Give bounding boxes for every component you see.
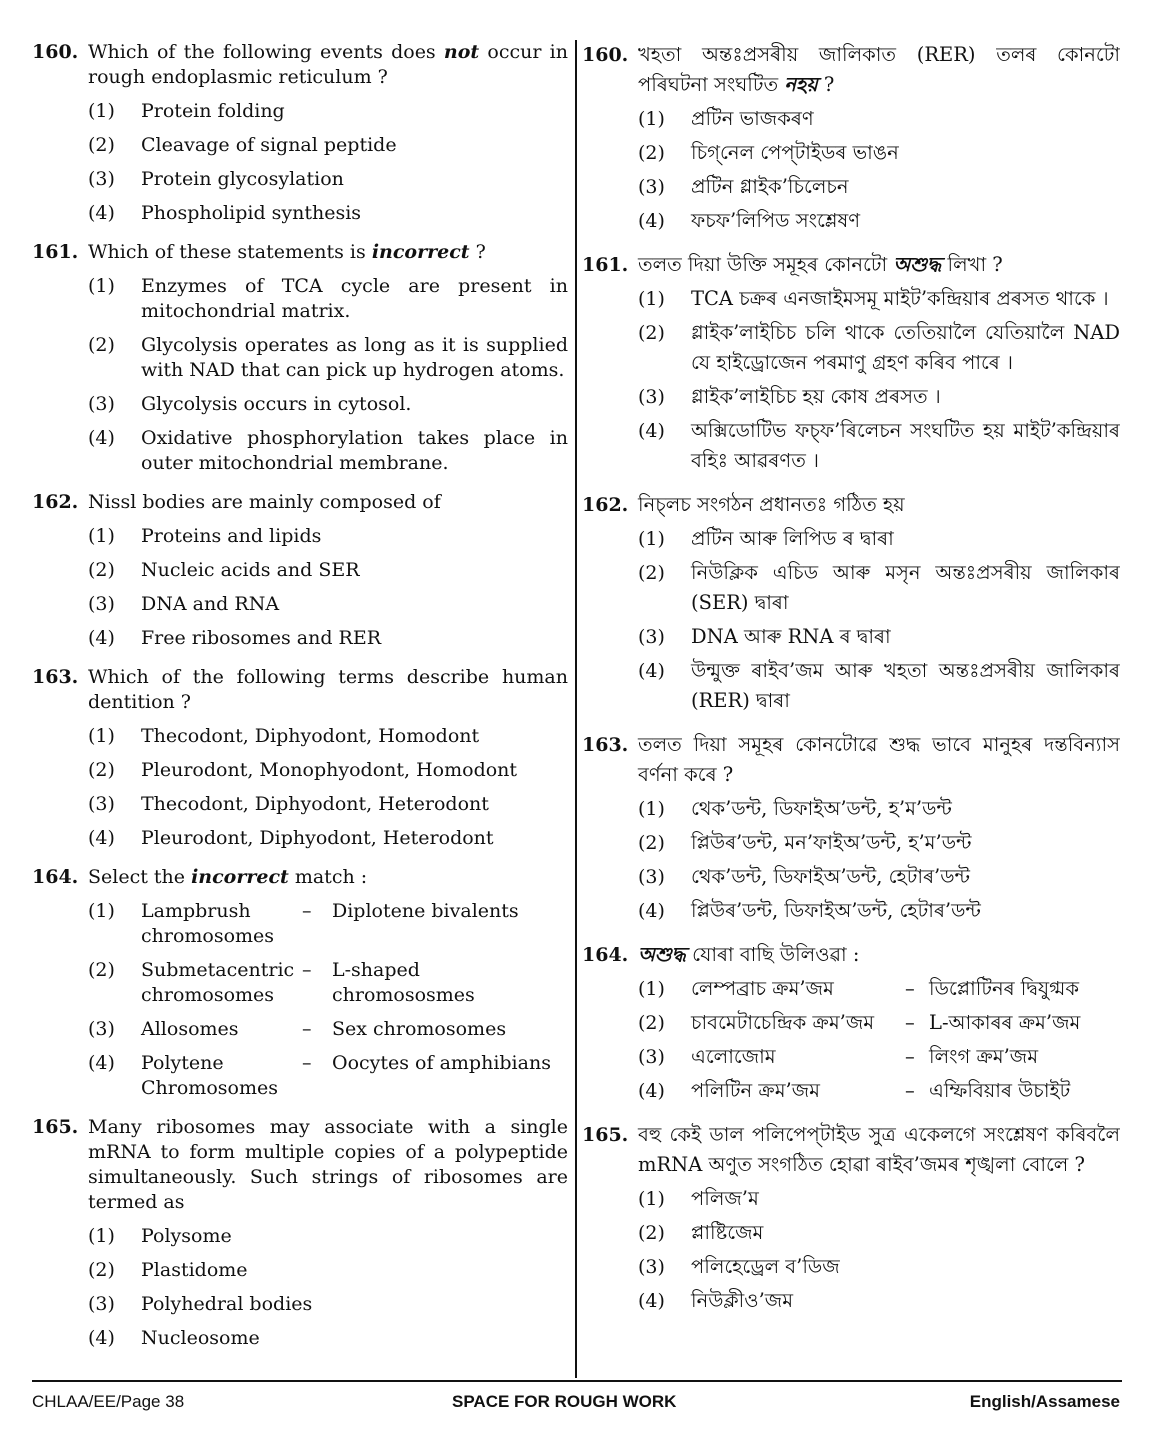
option-1: (1) প্রটিন ভাজকৰণ: [638, 107, 814, 130]
option-4: (4) অক্সিডোটিভ ফচ্‌ফ’ৰিলেচন সংঘটিত হয় মাইট’কন্দ্রিয়াৰ বহিঃ আৱৰণত ।: [638, 419, 1120, 472]
rough-work-label: SPACE FOR ROUGH WORK: [452, 1392, 677, 1411]
option-4: (4) ফচফ’লিপিড সংশ্লেষণ: [638, 209, 861, 232]
question-163-en: [32, 665, 568, 851]
question-164-as: [582, 940, 1120, 1106]
question-text: তলত দিয়া সমূহৰ কোনটোৱে শুদ্ধ ভাবে মানুহৰ দন্তবিন্যাস বৰ্ণনা কৰে ?: [638, 733, 1120, 786]
match-row-4: (4) পলিটিন ক্রম’জম – এম্ফিবিয়াৰ উচাইট: [638, 1079, 1071, 1102]
column-divider: [575, 40, 577, 1378]
question-text: Which of these statements is incorrect ?: [88, 241, 486, 263]
question-number: 162.: [32, 491, 79, 513]
question-number: 160.: [582, 44, 629, 66]
emphasis: incorrect: [371, 241, 470, 263]
question-162-as: [582, 490, 1120, 716]
option-1: (1) TCA চক্ৰৰ এনজাইমসমূ মাইট’কন্দ্রিয়াৰ প্রৰসত থাকে ।: [638, 287, 1109, 310]
question-text: তলত দিয়া উক্তি সমূহৰ কোনটো অশুদ্ধ লিখা ?: [638, 253, 1003, 276]
option-3: (3) DNA and RNA: [88, 593, 280, 615]
option-1: (1) Thecodont, Diphyodont, Homodont: [88, 725, 480, 747]
match-row-4: (4) Polytene Chromosomes – Oocytes of amphibians: [88, 1052, 551, 1099]
question-165-as: [582, 1120, 1120, 1316]
question-161-en: [32, 240, 568, 476]
question-number: 165.: [582, 1124, 629, 1146]
option-3: (3) Polyhedral bodies: [88, 1293, 313, 1315]
option-4: (4) Pleurodont, Diphyodont, Heterodont: [88, 827, 494, 849]
match-row-3: (3) Allosomes – Sex chromosomes: [88, 1018, 507, 1040]
emphasis: অশুদ্ধ: [893, 253, 942, 276]
question-163-as: [582, 730, 1120, 926]
question-text: খহতা অন্তঃপ্রসৰীয় জালিকাত (RER) তলৰ কোনটো পৰিঘটনা সংঘটিত নহয় ?: [638, 43, 1120, 96]
option-1: (1) Polysome: [88, 1225, 232, 1247]
option-2: (2) প্লিউৰ’ডন্ট, মন’ফাইঅ’ডন্ট, হ’ম’ডন্ট: [638, 831, 972, 854]
option-1: (1) থেক’ডন্ট, ডিফাইঅ’ডন্ট, হ’ম’ডন্ট: [638, 797, 952, 820]
assamese-column: [582, 40, 1120, 1375]
match-row-1: (1) Lampbrush chromosomes – Diplotene bivalents: [88, 900, 519, 947]
option-2: (2) Plastidome: [88, 1259, 248, 1281]
option-3: (3) DNA আৰু RNA ৰ দ্বাৰা: [638, 625, 891, 648]
option-1: (1) Proteins and lipids: [88, 525, 322, 547]
question-162-en: [32, 490, 568, 651]
option-2: (2) Pleurodont, Monophyodont, Homodont: [88, 759, 518, 781]
option-2: (2) Glycolysis operates as long as it is supplied with NAD that can pick up hydrogen atoms.: [88, 334, 568, 381]
match-row-2: (2) চাবমেটাচেন্দ্ৰিক ক্রম’জম – L-আকাৰৰ ক্রম’জম: [638, 1011, 1081, 1034]
question-165-en: [32, 1115, 568, 1351]
question-number: 164.: [32, 866, 79, 888]
question-text: Nissl bodies are mainly composed of: [88, 491, 441, 513]
option-2: (2) Cleavage of signal peptide: [88, 134, 397, 156]
emphasis: অশুদ্ধ: [638, 943, 686, 966]
option-3: (3) প্রটিন গ্লাইক’চিলেচন: [638, 175, 849, 198]
question-text: Which of the following events does not occur in rough endoplasmic reticulum ?: [88, 41, 568, 88]
option-3: (3) Glycolysis occurs in cytosol.: [88, 393, 412, 415]
option-4: (4) Oxidative phosphorylation takes place in outer mitochondrial membrane.: [88, 427, 568, 474]
option-3: (3) Protein glycosylation: [88, 168, 344, 190]
option-1: (1) Protein folding: [88, 100, 285, 122]
question-text: বহু কেই ডাল পলিপেপ্‌টাইড সুত্র একেলগে সংশ্লেষণ কৰিবলৈ mRNA অণুত সংগঠিত হোৱা ৰাইব’জমৰ শৃঙ্খলা বোলে ?: [638, 1123, 1120, 1176]
emphasis: not: [443, 41, 480, 63]
language-label: English/Assamese: [969, 1392, 1120, 1411]
question-number: 161.: [582, 254, 629, 276]
option-1: (1) Enzymes of TCA cycle are present in mitochondrial matrix.: [88, 275, 568, 322]
footer-rule: [32, 1380, 1122, 1382]
option-3: (3) Thecodont, Diphyodont, Heterodont: [88, 793, 489, 815]
option-3: (3) পলিহেড্ৰেল ব’ডিজ: [638, 1255, 840, 1278]
page-code: CHLAA/EE/Page 38: [32, 1392, 185, 1411]
question-number: 162.: [582, 494, 629, 516]
match-row-2: (2) Submetacentric chromosomes – L-shaped chromososmes: [88, 959, 475, 1006]
option-4: (4) Free ribosomes and RER: [88, 627, 382, 649]
option-4: (4) প্লিউৰ’ডন্ট, ডিফাইঅ’ডন্ট, হেটাৰ’ডন্ট: [638, 899, 981, 922]
match-row-1: (1) লেম্পব্ৰাচ ক্রম’জম – ডিপ্লোটিনৰ দ্বিযুগ্মক: [638, 977, 1080, 1000]
question-text: Which of the following terms describe human dentition ?: [88, 666, 568, 713]
question-text: অশুদ্ধ যোৰা বাছি উলিওৱা :: [638, 943, 860, 966]
option-2: (2) নিউক্লিক এচিড আৰু মসৃন অন্তঃপ্রসৰীয় জালিকাৰ (SER) দ্বাৰা: [638, 561, 1120, 614]
match-row-3: (3) এলোজোম – লিংগ ক্রম’জম: [638, 1045, 1039, 1068]
question-160-as: [582, 40, 1120, 236]
option-4: (4) উন্মুক্ত ৰাইব’জম আৰু খহতা অন্তঃপ্রসৰীয় জালিকাৰ (RER) দ্বাৰা: [638, 659, 1120, 712]
option-2: (2) গ্লাইক’লাইচিচ চলি থাকে তেতিয়ালৈ যেতিয়ালৈ NAD যে হাইড্রোজেন পৰমাণু গ্রহণ কৰিব পাৰে ।: [638, 321, 1120, 374]
emphasis: নহয়: [784, 73, 818, 96]
option-2: (2) প্লাষ্টিজেম: [638, 1221, 764, 1244]
question-160-en: [32, 40, 568, 226]
question-text: নিচ্‌লচ সংগঠন প্রধানতঃ গঠিত হয়: [638, 493, 905, 516]
question-164-en: [32, 865, 568, 1101]
question-number: 164.: [582, 944, 629, 966]
emphasis: incorrect: [191, 866, 289, 888]
option-2: (2) Nucleic acids and SER: [88, 559, 360, 581]
option-4: (4) নিউক্লীও’জম: [638, 1289, 794, 1312]
question-161-as: [582, 250, 1120, 476]
english-column: [32, 40, 568, 1375]
option-3: (3) থেক’ডন্ট, ডিফাইঅ’ডন্ট, হেটাৰ’ডন্ট: [638, 865, 970, 888]
option-2: (2) চিগ্‌নেল পেপ্‌টাইডৰ ভাঙন: [638, 141, 899, 164]
option-4: (4) Nucleosome: [88, 1327, 260, 1349]
option-3: (3) গ্লাইক’লাইচিচ হয় কোষ প্রৰসত ।: [638, 385, 941, 408]
option-1: (1) পলিজ’ম: [638, 1187, 759, 1210]
question-text: Select the incorrect match :: [88, 866, 368, 888]
question-number: 163.: [582, 734, 629, 756]
option-4: (4) Phospholipid synthesis: [88, 202, 362, 224]
question-text: Many ribosomes may associate with a single mRNA to form multiple copies of a polypeptide simultaneously. Such strings of ribosomes are termed as: [88, 1116, 568, 1213]
question-number: 161.: [32, 241, 79, 263]
question-number: 165.: [32, 1116, 79, 1138]
question-number: 160.: [32, 41, 79, 63]
option-1: (1) প্রটিন আৰু লিপিড ৰ দ্বাৰা: [638, 527, 894, 550]
question-number: 163.: [32, 666, 79, 688]
